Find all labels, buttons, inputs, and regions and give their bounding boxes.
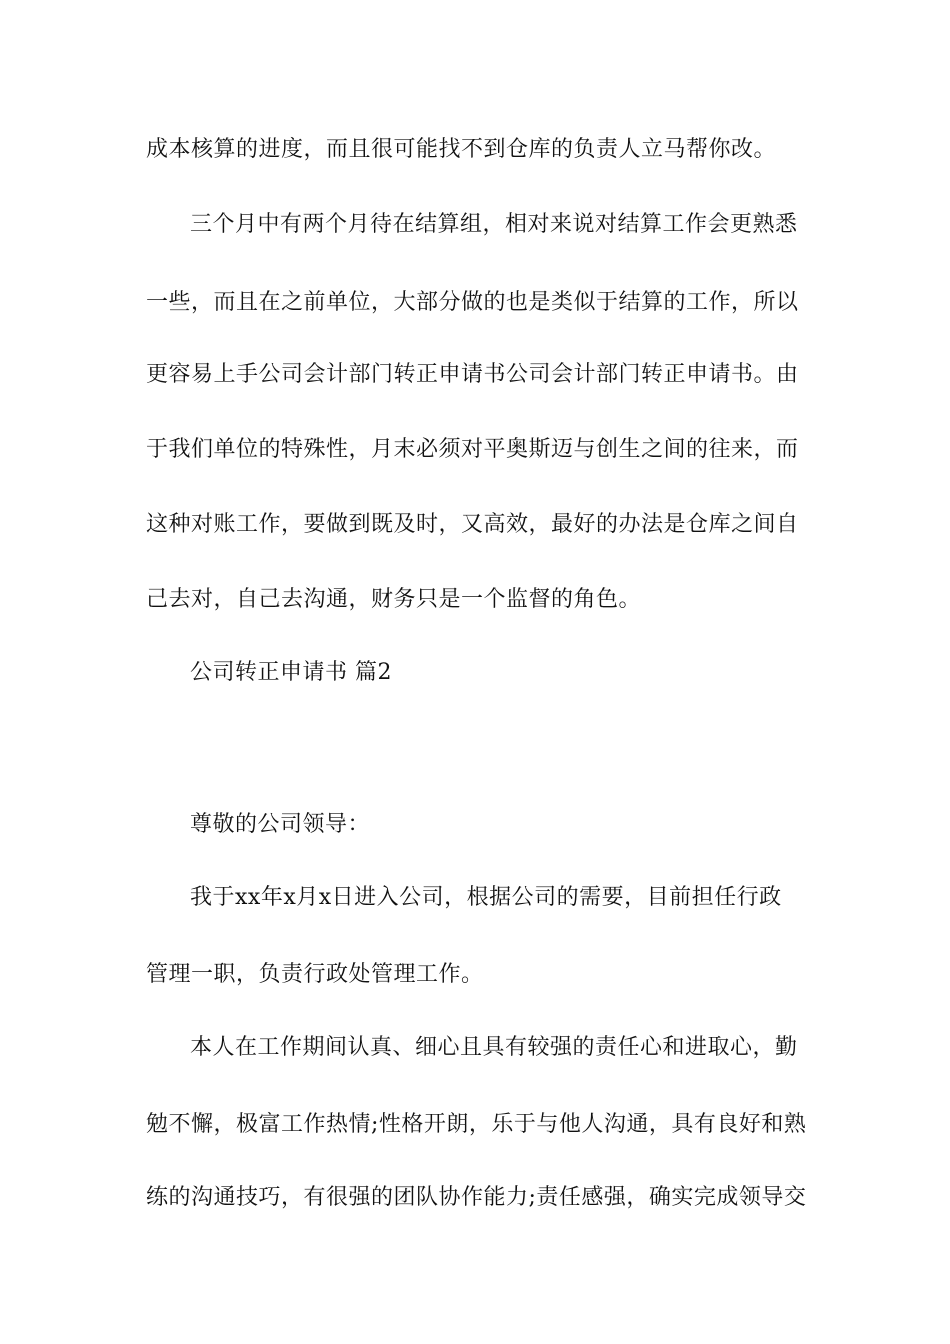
text-line: 勉不懈，极富工作热情;性格开朗，乐于与他人沟通，具有良好和熟	[146, 1112, 807, 1137]
text-line: 本人在工作期间认真、细心且具有较强的责任心和进取心，勤	[190, 1035, 798, 1060]
text-line: 管理一职，负责行政处管理工作。	[146, 962, 484, 987]
salutation: 尊敬的公司领导：	[190, 812, 371, 837]
section-heading: 公司转正申请书 篇2	[190, 660, 392, 685]
text-line: 更容易上手公司会计部门转正申请书公司会计部门转正申请书。由	[146, 362, 799, 387]
text-line: 成本核算的进度，而且很可能找不到仓库的负责人立马帮你改。	[146, 137, 777, 162]
text-line: 练的沟通技巧，有很强的团队协作能力;责任感强，确实完成领导交	[146, 1185, 807, 1210]
text-line: 三个月中有两个月待在结算组，相对来说对结算工作会更熟悉	[190, 212, 798, 237]
text-line: 一些，而且在之前单位，大部分做的也是类似于结算的工作，所以	[146, 290, 799, 315]
text-line: 这种对账工作，要做到既及时，又高效，最好的办法是仓库之间自	[146, 512, 799, 537]
text-line: 于我们单位的特殊性，月末必须对平奥斯迈与创生之间的往来，而	[146, 437, 799, 462]
text-line: 我于xx年x月x日进入公司，根据公司的需要，目前担任行政	[190, 885, 782, 910]
text-line: 己去对，自己去沟通，财务只是一个监督的角色。	[146, 587, 642, 612]
